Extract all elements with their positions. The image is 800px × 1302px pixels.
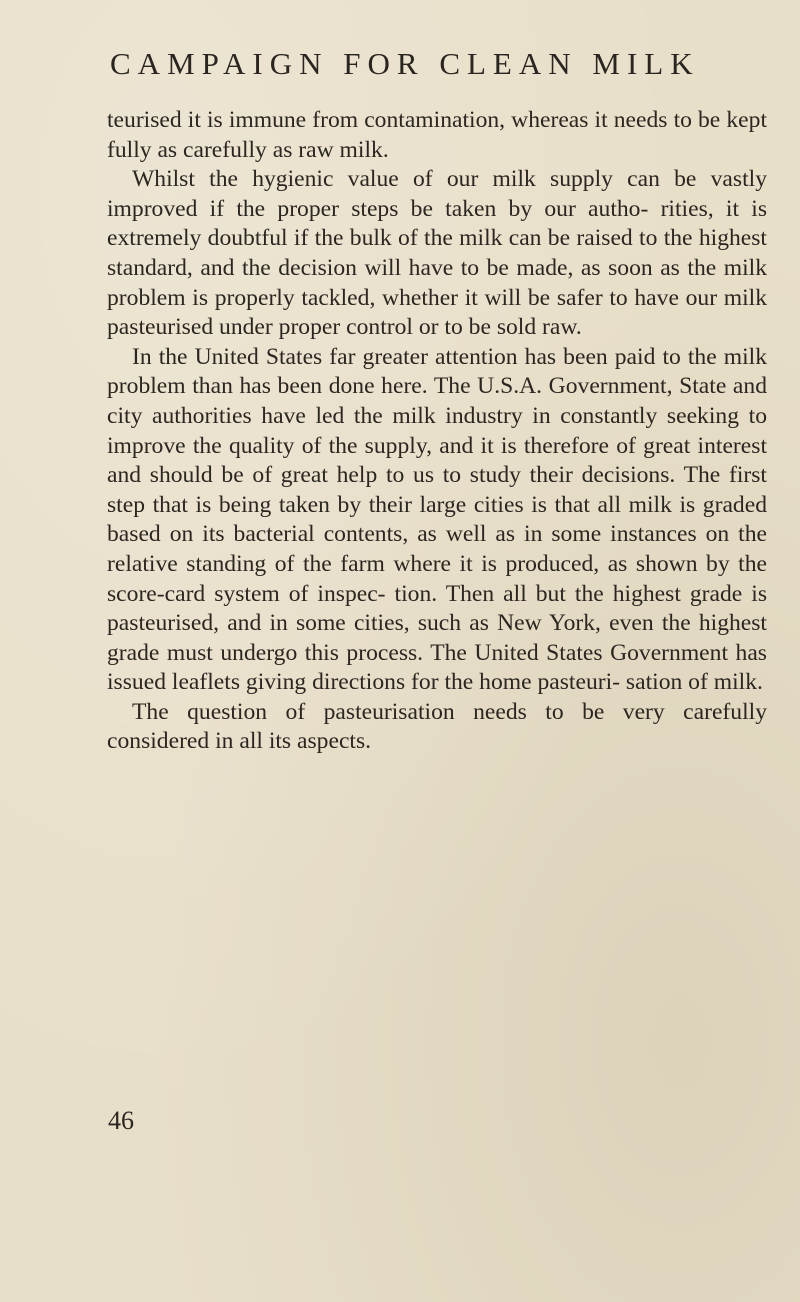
paragraph-united-states: In the United States far greater attention has been paid to the milk problem than has been done here. The U.S.A. Government, State and city authorities have led the milk industry in constantly seeking to improve the quality of the supply, and it is therefore of great interest and should be of great help to us to study their decisions. The first step that is being taken by their large cities is that all milk is graded based on its bacterial contents, as well as in some instances on the relative standing of the farm where it is produced, as shown by the score-card system of inspec- tion. Then all but the highest grade is pasteurised, and in some cities, such as New York, even the highest grade must undergo this process. The United States Government has issued leaflets giving directions for the home pasteuri- sation of milk. bbox=[107, 343, 767, 696]
paragraph-continuation: teurised it is immune from contamination, whereas it needs to be kept fully as carefully as raw milk. bbox=[107, 107, 767, 163]
page-number: 46 bbox=[108, 1106, 134, 1135]
body-text bbox=[107, 106, 767, 757]
running-head: CAMPAIGN FOR CLEAN MILK bbox=[110, 46, 700, 81]
paragraph-pasteurisation-question: The question of pasteurisation needs to be very carefully considered in all its aspects. bbox=[107, 698, 767, 755]
paragraph-hygienic-value: Whilst the hygienic value of our milk supply can be vastly improved if the proper steps be taken by our autho- rities, it is extremely doubtful if the bulk of the milk can be raised to the highest standard, and the decision will have to be made, as soon as the milk problem is properly tackled, whether it will be safer to have our milk pasteurised under proper control or to be sold raw. bbox=[107, 166, 767, 341]
